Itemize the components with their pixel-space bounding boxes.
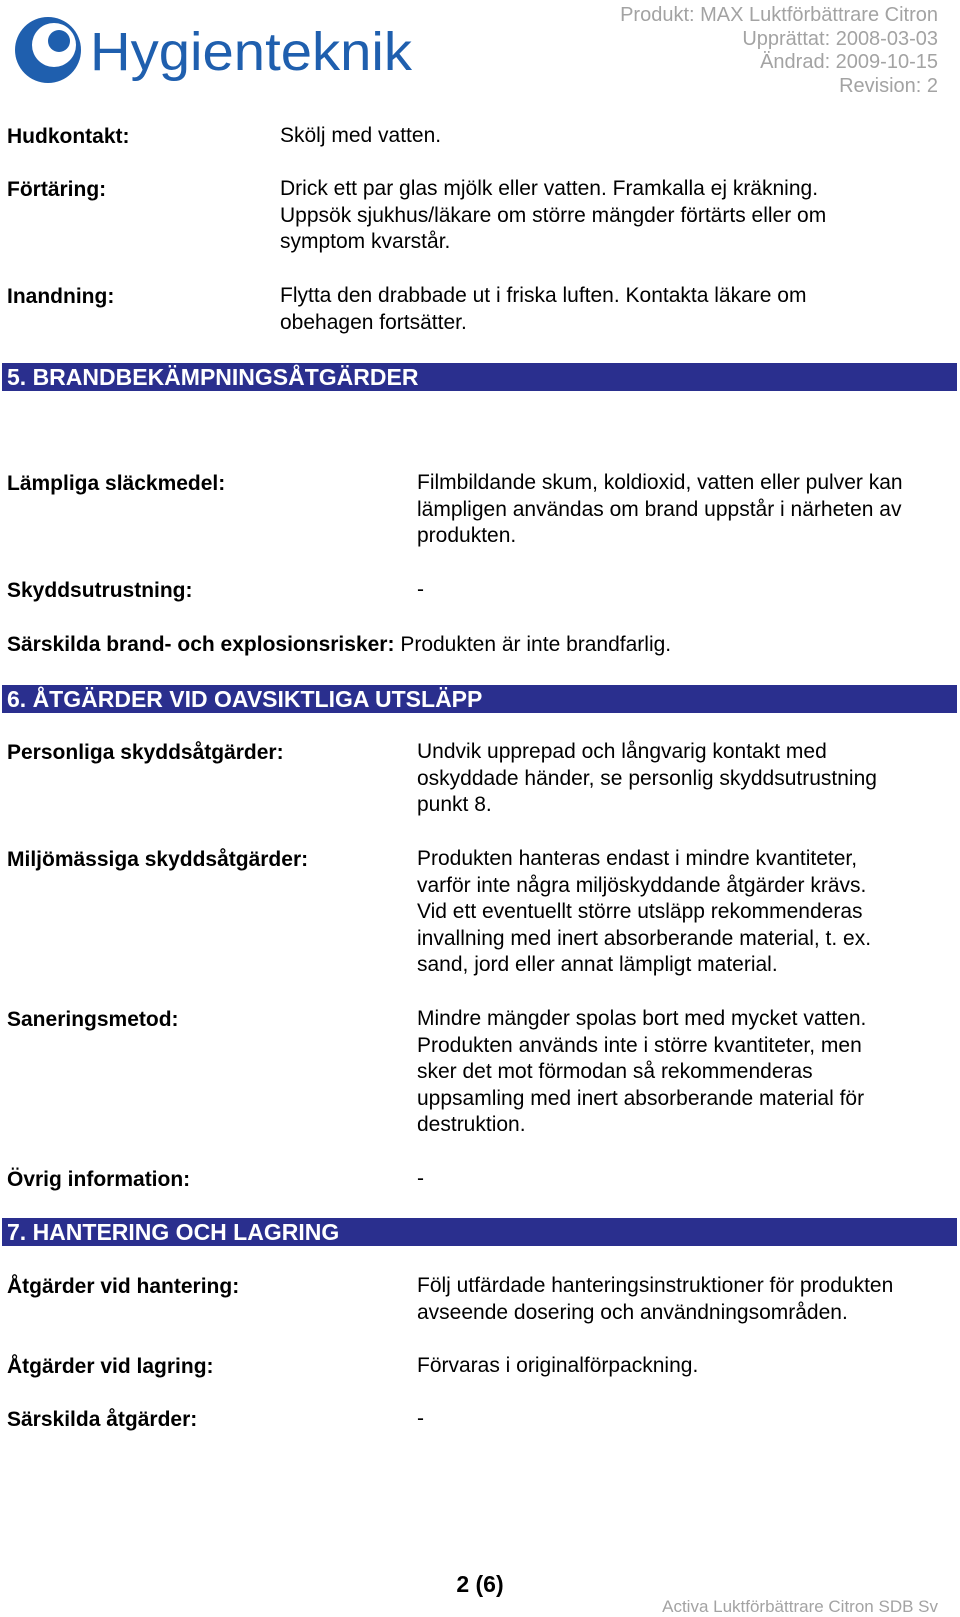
inhalation-text: Flytta den drabbade ut i friska luften. Kontakta läkare om obehagen fortsätter. [280, 284, 807, 334]
extinguishing-media-label: Lämpliga släckmedel: [7, 472, 226, 495]
section-6-heading: 6. ÅTGÄRDER VID OAVSIKTLIGA UTSLÄPP [2, 685, 957, 713]
environmental-precautions-text: Produkten hanteras endast i mindre kvantiteter, varför inte några miljöskyddande åtgärder krävs. Vid ett eventuellt större utsläpp rekommenderas invallning med inert absorberande material, t. ex. sand, jord eller annat lämpligt material. [417, 847, 872, 976]
logo-wordmark: Hygienteknik [90, 22, 414, 82]
protective-equipment-text: - [417, 578, 424, 601]
header-product: Produkt: MAX Luktförbättrare Citron [620, 4, 938, 26]
hygienteknik-logo [10, 8, 420, 90]
environmental-precautions-label: Miljömässiga skyddsåtgärder: [7, 848, 309, 871]
extinguishing-media-text: Filmbildande skum, koldioxid, vatten eller pulver kan lämpligen användas om brand uppstår i närheten av produkten. [417, 471, 903, 547]
page-number: 2 (6) [456, 1571, 504, 1597]
other-information-label: Övrig information: [7, 1168, 191, 1191]
ingestion-label: Förtäring: [7, 178, 107, 201]
fire-hazards-label: Särskilda brand- och explosionsrisker: [7, 633, 395, 656]
storage-label: Åtgärder vid lagring: [7, 1355, 214, 1378]
other-information-text: - [417, 1167, 424, 1190]
handling-label: Åtgärder vid hantering: [7, 1275, 240, 1298]
cleanup-method-text: Mindre mängder spolas bort med mycket vatten. Produkten används inte i större kvantiteter, men sker det mot förmodan så rekommenderas uppsamling med inert absorberande material för destruktion. [417, 1007, 867, 1136]
header-changed: Ändrad: 2009-10-15 [760, 51, 938, 74]
document-footer: Activa Luktförbättrare Citron SDB Sv [662, 1597, 938, 1616]
personal-precautions-text: Undvik upprepad och långvarig kontakt med oskyddade händer, se personlig skyddsutrustning punkt 8. [417, 740, 877, 816]
section-7-heading: 7. HANTERING OCH LAGRING [2, 1218, 957, 1246]
header-revision: Revision: 2 [839, 74, 938, 97]
skin-contact-text: Skölj med vatten. [280, 124, 442, 147]
cleanup-method-label: Saneringsmetod: [7, 1008, 179, 1031]
section-5-heading: 5. BRANDBEKÄMPNINGSÅTGÄRDER [2, 363, 957, 391]
fire-hazards-text: Produkten är inte brandfarlig. [400, 633, 672, 656]
logo-mark-icon [15, 17, 81, 83]
protective-equipment-label: Skyddsutrustning: [7, 579, 193, 602]
document-header [620, 4, 938, 98]
fire-hazards-row [7, 631, 671, 658]
handling-text: Följ utfärdade hanteringsinstruktioner för produkten avseende dosering och användningsområden. [417, 1274, 894, 1324]
storage-text: Förvaras i originalförpackning. [417, 1354, 699, 1377]
header-created: Upprättat: 2008-03-03 [742, 27, 938, 50]
skin-contact-label: Hudkontakt: [7, 125, 130, 148]
inhalation-label: Inandning: [7, 285, 115, 308]
special-measures-text: - [417, 1407, 424, 1430]
special-measures-label: Särskilda åtgärder: [7, 1408, 198, 1431]
personal-precautions-label: Personliga skyddsåtgärder: [7, 741, 284, 764]
ingestion-text: Drick ett par glas mjölk eller vatten. Framkalla ej kräkning. Uppsök sjukhus/läkare om större mängder förtärts eller om symptom kvarstår. [280, 177, 827, 253]
